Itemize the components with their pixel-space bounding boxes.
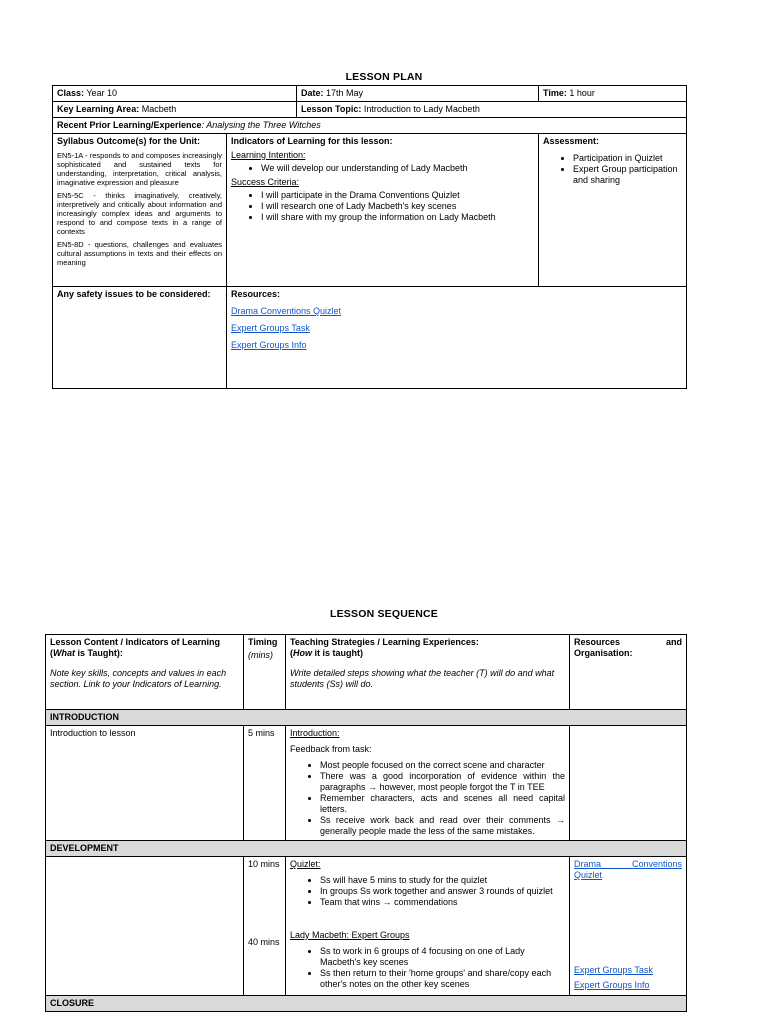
indicators-heading: Indicators of Learning for this lesson: xyxy=(231,136,393,146)
link-drama-conventions-quizlet-seq[interactable]: Drama Conventions Quizlet xyxy=(574,859,682,880)
topic-cell: Lesson Topic: Introduction to Lady Macbeth xyxy=(297,102,687,118)
link-expert-groups-task[interactable]: Expert Groups Task xyxy=(231,323,310,333)
criteria-item: • I will research one of Lady Macbeth's key scenes xyxy=(261,201,534,212)
col-strategies-heading: Teaching Strategies / Learning Experiences: (How it is taught) Write detailed steps showing what the teacher (T) will do and what students (Ss) will do. xyxy=(286,635,570,710)
resources-cell xyxy=(227,287,687,389)
safety-cell: Any safety issues to be considered: xyxy=(53,287,227,389)
dev-content xyxy=(46,857,244,996)
resources-heading: Resources: xyxy=(231,289,281,299)
syllabus-heading: Syllabus Outcome(s) for the Unit: xyxy=(57,136,201,146)
intention-label: Learning Intention: xyxy=(231,150,306,160)
criteria-item: • I will share with my group the information on Lady Macbeth xyxy=(261,212,534,223)
expert-bullet: • Ss to work in 6 groups of 4 focusing on one of Lady Macbeth's key scenes xyxy=(320,946,565,968)
intro-bullet: • Ss receive work back and read over their comments → generally people made the less of the same mistakes. xyxy=(320,815,565,837)
criteria-label: Success Criteria: xyxy=(231,177,300,187)
quizlet-bullet: • In groups Ss work together and answer 3 rounds of quizlet xyxy=(320,886,565,897)
link-expert-groups-task-seq[interactable]: Expert Groups Task xyxy=(574,965,653,975)
intro-strategies: Introduction: Feedback from task: • Most people focused on the correct scene and character • There was a good incorporation of evidence within the paragraphs → however, most people forgot the T in TEE • Remember characters, acts and scenes all need capital letters. • Ss receive work back and read over their comments → generally people made the less of the same mistakes. xyxy=(286,726,570,841)
quizlet-bullet: • Ss will have 5 mins to study for the quizlet xyxy=(320,875,565,886)
col-content-heading: Lesson Content / Indicators of Learning (What is Taught): Note key skills, concepts and values in each section. Link to your Indicators of Learning. xyxy=(46,635,244,710)
assessment-cell xyxy=(539,134,687,287)
assessment-item: • Expert Group participation and sharing xyxy=(573,164,682,186)
class-cell: Class: Year 10 xyxy=(53,86,297,102)
dev-strategies: Quizlet: • Ss will have 5 mins to study for the quizlet • In groups Ss work together and answer 3 rounds of quizlet • Team that wins → commendations Lady Macbeth: Expert Groups • Ss to work in 6 groups of 4 focusing on one of Lady Macbeth's key scenes • Ss then return to their 'home groups' and share/copy each other's notes on the other key scenes xyxy=(286,857,570,996)
col-timing-heading: Timing (mins) xyxy=(244,635,286,710)
prior-learning-cell: Recent Prior Learning/Experience: Analysing the Three Witches xyxy=(53,118,687,134)
quizlet-bullet: • Team that wins → commendations xyxy=(320,897,565,908)
outcome-1: EN5-1A - responds to and composes increasingly sophisticated and sustained texts for understanding, interpretation, critical analysis, imaginative expression and pleasure xyxy=(57,151,222,187)
section-introduction: INTRODUCTION xyxy=(46,710,687,726)
link-expert-groups-info-seq[interactable]: Expert Groups Info xyxy=(574,980,650,990)
link-drama-conventions-quizlet[interactable]: Drama Conventions Quizlet xyxy=(231,306,342,316)
lesson-plan-table xyxy=(52,85,687,389)
assessment-item: • Participation in Quizlet xyxy=(573,153,682,164)
kla-cell: Key Learning Area: Macbeth xyxy=(53,102,297,118)
indicators-cell xyxy=(227,134,539,287)
intro-timing: 5 mins xyxy=(244,726,286,841)
outcome-2: EN5-5C - thinks imaginatively, creatively, interpretively and critically about information and increasingly complex ideas and arguments to respond to and compose texts in a range of contexts xyxy=(57,191,222,236)
assessment-heading: Assessment: xyxy=(543,136,600,146)
expert-bullet: • Ss then return to their 'home groups' and share/copy each other's notes on the other key scenes xyxy=(320,968,565,990)
dev-resources xyxy=(570,857,687,996)
outcome-3: EN5-8D - questions, challenges and evaluates cultural assumptions in texts and their effects on meaning xyxy=(57,240,222,267)
date-cell: Date: 17th May xyxy=(297,86,539,102)
col-resources-heading: Resources and Organisation: xyxy=(570,635,687,710)
dev-timing: 10 mins 40 mins xyxy=(244,857,286,996)
intro-resources xyxy=(570,726,687,841)
intro-bullet: • There was a good incorporation of evidence within the paragraphs → however, most people forgot the T in TEE xyxy=(320,771,565,793)
intention-item: • We will develop our understanding of Lady Macbeth xyxy=(261,163,534,174)
criteria-item: • I will participate in the Drama Conventions Quizlet xyxy=(261,190,534,201)
lesson-sequence-title: LESSON SEQUENCE xyxy=(329,608,439,620)
lesson-sequence-table xyxy=(45,634,687,1012)
lesson-plan-title: LESSON PLAN xyxy=(345,71,423,83)
intro-bullet: • Most people focused on the correct scene and character xyxy=(320,760,565,771)
time-cell: Time: 1 hour xyxy=(539,86,687,102)
link-expert-groups-info[interactable]: Expert Groups Info xyxy=(231,340,307,350)
section-closure: CLOSURE xyxy=(46,996,687,1012)
syllabus-cell xyxy=(53,134,227,287)
section-development: DEVELOPMENT xyxy=(46,841,687,857)
intro-content: Introduction to lesson xyxy=(46,726,244,841)
intro-bullet: • Remember characters, acts and scenes all need capital letters. xyxy=(320,793,565,815)
